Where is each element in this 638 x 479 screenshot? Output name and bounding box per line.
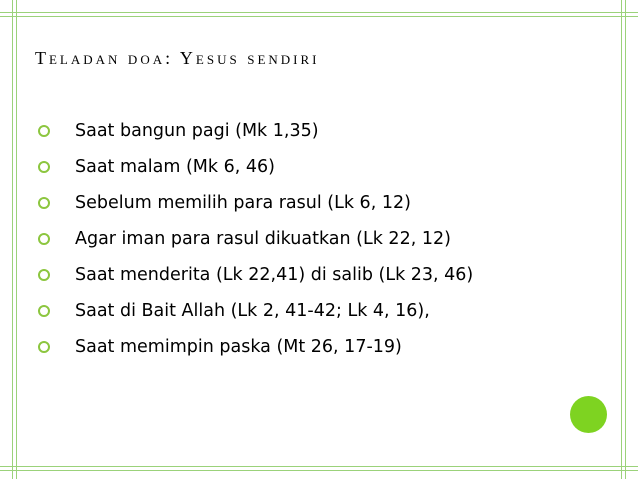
list-item (38, 329, 473, 365)
frame-line-bottom-outer (0, 470, 638, 471)
ring-bullet-icon (38, 161, 50, 173)
ring-bullet-icon (38, 269, 50, 281)
ring-bullet-icon (38, 197, 50, 209)
frame-line-right-outer (625, 0, 626, 479)
frame-line-bottom-inner (0, 466, 638, 467)
frame-line-left-inner (16, 0, 17, 479)
list-item (38, 221, 473, 257)
list-item-text: Sebelum memilih para rasul (Lk 6, 12) (75, 193, 411, 213)
list-item-text: Saat malam (Mk 6, 46) (75, 157, 275, 177)
list-item-text: Agar iman para rasul dikuatkan (Lk 22, 12) (75, 229, 451, 249)
frame-line-top-inner (0, 16, 638, 17)
ring-bullet-icon (38, 233, 50, 245)
list-item-text: Saat memimpin paska (Mt 26, 17-19) (75, 337, 402, 357)
ring-bullet-icon (38, 305, 50, 317)
list-item (38, 257, 473, 293)
list-item (38, 149, 473, 185)
accent-circle-icon (570, 396, 607, 433)
list-item (38, 293, 473, 329)
slide-title: Teladan doa: Yesus sendiri (35, 48, 320, 68)
frame-line-top-outer (0, 12, 638, 13)
frame-line-left-outer (12, 0, 13, 479)
list-item (38, 113, 473, 149)
list-item-text: Saat di Bait Allah (Lk 2, 41-42; Lk 4, 16), (75, 301, 430, 321)
bullet-list (38, 113, 473, 365)
frame-line-right-inner (621, 0, 622, 479)
list-item-text: Saat bangun pagi (Mk 1,35) (75, 121, 319, 141)
ring-bullet-icon (38, 125, 50, 137)
list-item-text: Saat menderita (Lk 22,41) di salib (Lk 23, 46) (75, 265, 474, 285)
ring-bullet-icon (38, 341, 50, 353)
list-item (38, 185, 473, 221)
